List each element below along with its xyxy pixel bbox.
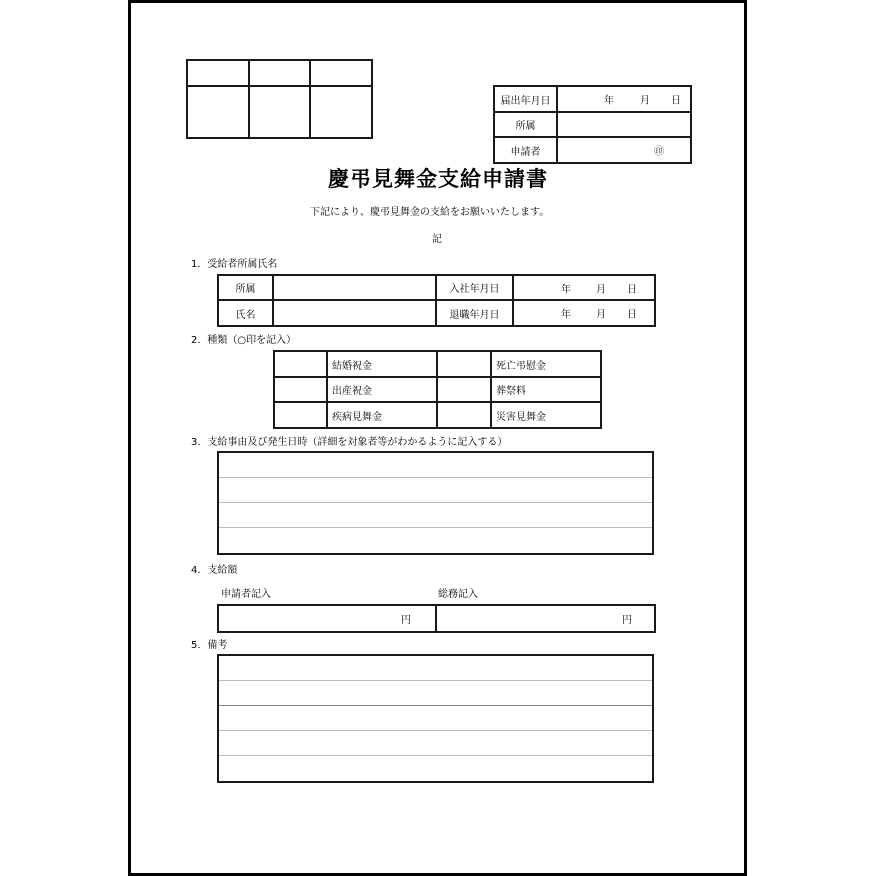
ruled-line: [219, 705, 652, 706]
retirement-date-label: 退職年月日: [436, 300, 513, 326]
type-check-cell[interactable]: [437, 377, 491, 402]
type-check-cell[interactable]: [437, 402, 491, 428]
recipient-department-label: 所属: [218, 275, 273, 300]
year-unit: 年: [561, 309, 571, 321]
applicant-field[interactable]: [557, 137, 691, 163]
type-check-cell[interactable]: [437, 351, 491, 377]
day-unit: 日: [627, 284, 637, 295]
hire-date-label: 入社年月日: [436, 275, 513, 300]
filing-date-label: 届出年月日: [494, 86, 557, 112]
month-unit: 月: [596, 284, 606, 295]
type-check-cell[interactable]: [274, 377, 327, 402]
ki-marker: 記: [432, 234, 442, 245]
type-label-illness: 疾病見舞金: [327, 402, 437, 428]
applicant-entry-label: 申請者記入: [221, 589, 271, 600]
month-unit: 月: [640, 95, 650, 107]
stamp-box[interactable]: [310, 86, 372, 138]
applicant-amount-field[interactable]: [218, 605, 436, 632]
department-label: 所属: [494, 112, 557, 137]
year-unit: 年: [561, 284, 571, 295]
section-5-heading: 5．備考: [191, 640, 228, 651]
ruled-line: [219, 477, 652, 478]
type-label-marriage: 結婚祝金: [327, 351, 437, 377]
intro-text: 下記により、慶弔見舞金の支給をお願いいたします。: [310, 207, 550, 218]
section-2-heading: 2．種類（○印を記入）: [191, 335, 297, 346]
seal-icon: ㊞: [654, 146, 664, 158]
yen-unit: 円: [401, 615, 411, 626]
type-check-cell[interactable]: [274, 351, 327, 377]
remarks-textarea[interactable]: [217, 654, 654, 783]
amount-table: [217, 604, 656, 633]
header-info-table: [493, 85, 692, 164]
admin-amount-field[interactable]: [436, 605, 655, 632]
recipient-name-field[interactable]: [273, 300, 436, 326]
stamp-box-header[interactable]: [249, 60, 310, 86]
month-unit: 月: [596, 309, 606, 321]
day-unit: 日: [671, 95, 681, 107]
ruled-line: [219, 502, 652, 503]
stamp-box-header[interactable]: [310, 60, 372, 86]
type-label-childbirth: 出産祝金: [327, 377, 437, 402]
stamp-box[interactable]: [249, 86, 310, 138]
stamp-box-header[interactable]: [187, 60, 249, 86]
ruled-line: [219, 527, 652, 528]
type-check-cell[interactable]: [274, 402, 327, 428]
filing-date-field[interactable]: [557, 86, 691, 112]
section-1-heading: 1．受給者所属氏名: [191, 259, 278, 270]
reason-textarea[interactable]: [217, 451, 654, 555]
type-label-funeral: 葬祭料: [491, 377, 601, 402]
department-field[interactable]: [557, 112, 691, 137]
stamp-box[interactable]: [187, 86, 249, 138]
recipient-table: [217, 274, 656, 327]
applicant-label: 申請者: [494, 137, 557, 163]
retirement-date-field[interactable]: [513, 300, 655, 326]
yen-unit: 円: [622, 615, 632, 626]
recipient-name-label: 氏名: [218, 300, 273, 326]
section-4-heading: 4．支給額: [191, 565, 238, 576]
ruled-line: [219, 680, 652, 681]
ruled-line: [219, 730, 652, 731]
page-title: 慶弔見舞金支給申請書: [328, 167, 548, 191]
day-unit: 日: [627, 309, 637, 321]
recipient-department-field[interactable]: [273, 275, 436, 300]
approval-stamp-boxes: [186, 59, 373, 139]
type-label-disaster: 災害見舞金: [491, 402, 601, 428]
type-label-condolence: 死亡弔慰金: [491, 351, 601, 377]
admin-entry-label: 総務記入: [438, 589, 478, 600]
type-selection-table: [273, 350, 602, 429]
year-unit: 年: [604, 95, 614, 107]
ruled-line: [219, 755, 652, 756]
section-3-heading: 3．支給事由及び発生日時（詳細を対象者等がわかるように記入する）: [191, 437, 508, 448]
hire-date-field[interactable]: [513, 275, 655, 300]
